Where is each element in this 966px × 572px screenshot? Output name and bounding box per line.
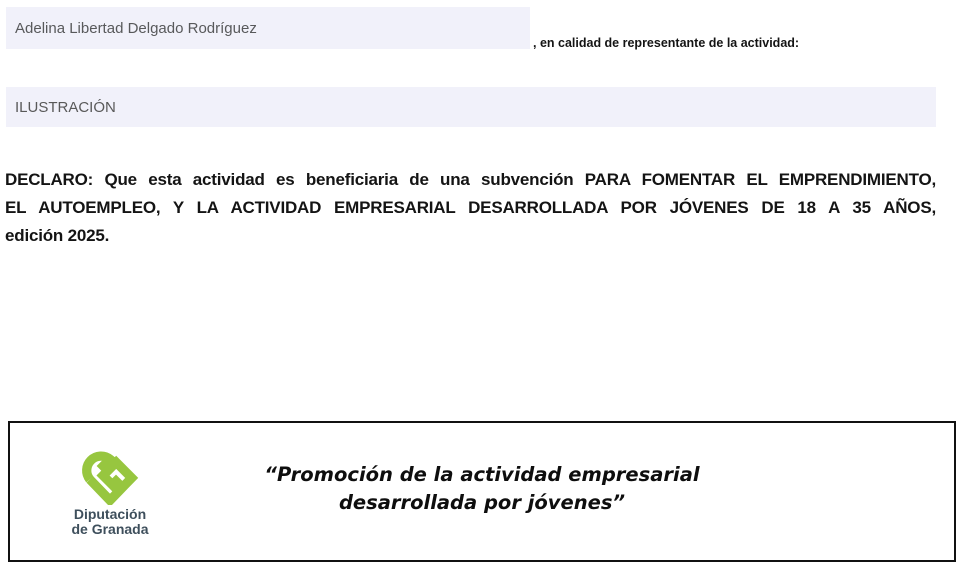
declaration-line-3: edición 2025. bbox=[5, 226, 110, 245]
representative-name-field[interactable] bbox=[6, 7, 530, 49]
representative-role-label: , en calidad de representante de la actividad: bbox=[533, 36, 800, 50]
declaration-line-2: EL AUTOEMPLEO, Y LA ACTIVIDAD EMPRESARIAL DESARROLLADA POR JÓVENES DE 18 A 35 AÑOS, bbox=[5, 198, 936, 217]
program-banner-box bbox=[8, 421, 956, 562]
quote-line-2: desarrollada por jóvenes” bbox=[338, 491, 626, 514]
activity-name-field[interactable] bbox=[6, 87, 936, 127]
program-title-quote bbox=[10, 461, 954, 517]
representative-name-value: Adelina Libertad Delgado Rodríguez bbox=[15, 19, 257, 37]
declaration-paragraph bbox=[5, 166, 936, 250]
declaration-line-1: DECLARO: Que esta actividad es beneficiaria de una subvención PARA FOMENTAR EL EMPRENDIMIENTO, bbox=[5, 170, 936, 189]
org-name-line-2: de Granada bbox=[71, 521, 149, 537]
quote-line-1: “Promoción de la actividad empresarial bbox=[264, 463, 700, 486]
org-name-line-1: Diputación bbox=[73, 506, 147, 522]
activity-name-value: ILUSTRACIÓN bbox=[15, 98, 116, 116]
